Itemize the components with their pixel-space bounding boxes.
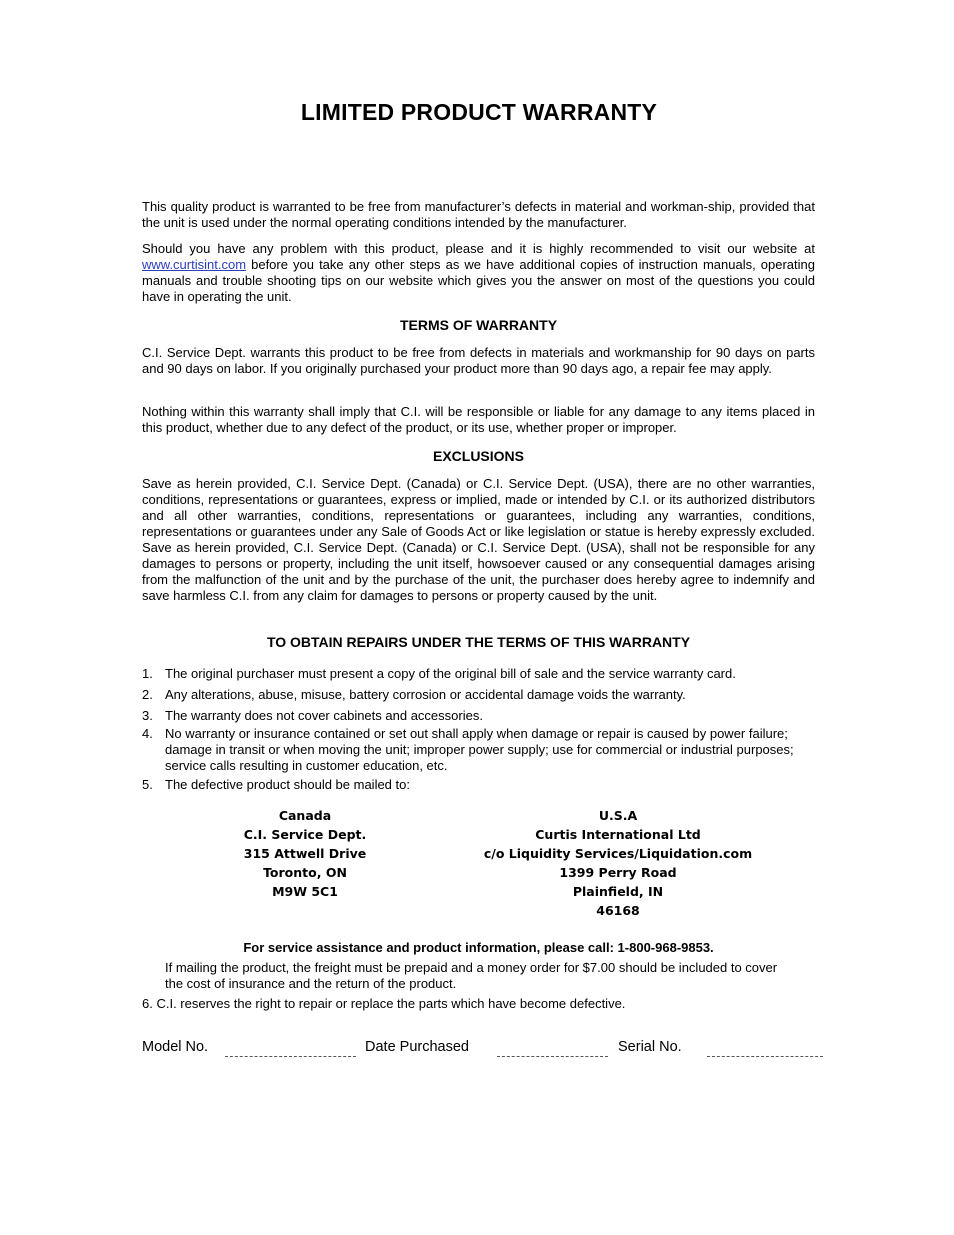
address-line: Toronto, ON bbox=[263, 865, 347, 880]
list-item-6: 6. C.I. reserves the right to repair or replace the parts which have become defective. bbox=[142, 996, 626, 1011]
address-line: 1399 Perry Road bbox=[559, 865, 677, 880]
list-item-text: The defective product should be mailed to: bbox=[165, 777, 410, 792]
registration-fields bbox=[142, 1039, 832, 1063]
address-line: Plainfield, IN bbox=[572, 884, 664, 899]
serial-input-line[interactable] bbox=[707, 1056, 823, 1057]
website-link[interactable]: www.curtisint.com bbox=[142, 257, 247, 272]
list-item-number: 4. bbox=[142, 726, 153, 741]
address-line: 46168 bbox=[596, 903, 640, 918]
service-phone-line: For service assistance and product information, please call: 1-800-968-9853. bbox=[243, 940, 714, 955]
date-purchased-input-line[interactable] bbox=[497, 1056, 608, 1057]
model-input-line[interactable] bbox=[225, 1056, 356, 1057]
repairs-heading: TO OBTAIN REPAIRS UNDER THE TERMS OF THIS WARRANTY bbox=[266, 634, 691, 650]
list-item-number: 3. bbox=[142, 708, 153, 723]
address-line: Canada bbox=[278, 808, 332, 823]
list-item-number: 1. bbox=[142, 666, 153, 681]
terms-paragraph-1: C.I. Service Dept. warrants this product to be free from defects in materials and workmanship for 90 days on parts and 90 days on labor. If you originally purchased your product more than 90 days ago, a repair fee may apply. bbox=[142, 345, 815, 376]
date-purchased-label: Date Purchased bbox=[365, 1039, 469, 1055]
mailing-note: If mailing the product, the freight must be prepaid and a money order for $7.00 should be included to cover the cost of insurance and the return of the product. bbox=[165, 960, 778, 991]
serial-label: Serial No. bbox=[618, 1039, 682, 1055]
list-item-text: No warranty or insurance contained or set out shall apply when damage or repair is caused by power failure; damage in transit or when moving the unit; improper power supply; use for commercial or industrial purposes; service calls resulting in customer education, etc. bbox=[165, 726, 794, 773]
exclusions-heading: EXCLUSIONS bbox=[432, 448, 524, 464]
address-line: 315 Attwell Drive bbox=[243, 846, 367, 861]
list-item-text: Any alterations, abuse, misuse, battery corrosion or accidental damage voids the warranty. bbox=[165, 687, 686, 702]
page-title: LIMITED PRODUCT WARRANTY bbox=[300, 99, 658, 125]
model-label: Model No. bbox=[142, 1039, 209, 1055]
intro-paragraph-1: This quality product is warranted to be free from manufacturer’s defects in material and workman-ship, provided that the unit is used under the normal operating conditions intended by the manufacturer. bbox=[142, 199, 815, 230]
list-item-number: 2. bbox=[142, 687, 153, 702]
list-item-text: The warranty does not cover cabinets and accessories. bbox=[165, 708, 483, 723]
address-line: Curtis International Ltd bbox=[535, 827, 701, 842]
intro-paragraph-2 bbox=[142, 241, 815, 305]
intro-text-before-link: Should you have any problem with this product, please and it is highly recommended to visit our website at bbox=[142, 241, 815, 256]
usa-address bbox=[468, 806, 768, 920]
terms-heading: TERMS OF WARRANTY bbox=[399, 317, 558, 333]
list-item-number: 5. bbox=[142, 777, 153, 792]
address-line: U.S.A bbox=[598, 808, 638, 823]
list-item-text: The original purchaser must present a copy of the original bill of sale and the service warranty card. bbox=[165, 666, 736, 681]
exclusions-paragraph: Save as herein provided, C.I. Service Dept. (Canada) or C.I. Service Dept. (USA), there are no other warranties, conditions, representations or guarantees, express or implied, made or intended by C.I. or its authorized distributors and all other warranties, conditions, representations or guarantees, including any warranties, conditions, representations or guarantees under any Sale of Goods Act or like legislation or statue is hereby expressly excluded. Save as herein provided, C.I. Service Dept. (Canada) or C.I. Service Dept. (USA), shall not be responsible for any damages to persons or property, including the unit itself, howsoever caused or any consequential damages arising from the malfunction of the unit and by the purchase of the unit, the purchaser does hereby agree to indemnify and save harmless C.I. from any claim for damages to persons or property caused by the unit. bbox=[142, 476, 815, 603]
address-line: c/o Liquidity Services/Liquidation.com bbox=[483, 846, 753, 861]
terms-paragraph-2: Nothing within this warranty shall imply that C.I. will be responsible or liable for any damage to any items placed in this product, whether due to any defect of the product, or its use, whether proper or improper. bbox=[142, 404, 815, 435]
address-line: M9W 5C1 bbox=[272, 884, 338, 899]
canada-address bbox=[190, 806, 420, 901]
intro-text-after-link: before you take any other steps as we have additional copies of instruction manuals, operating manuals and trouble shooting tips on our website which gives you the answer on most of the questions you could have in operating the unit. bbox=[142, 257, 815, 304]
address-line: C.I. Service Dept. bbox=[243, 827, 367, 842]
